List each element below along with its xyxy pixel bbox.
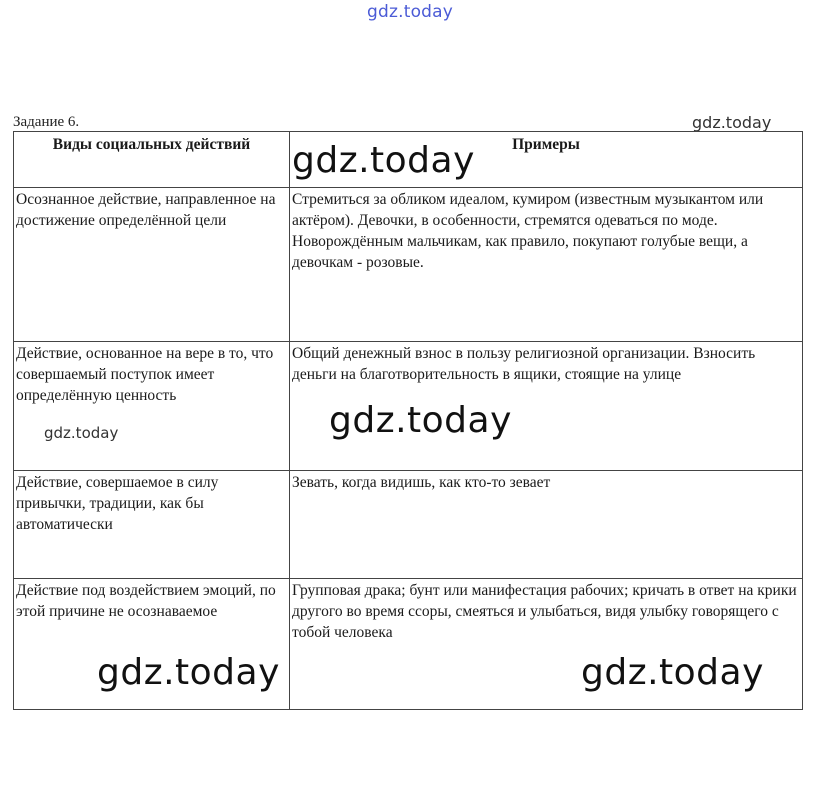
kind-text: Действие, основанное на вере в то, что совершаемый поступок имеет определённую ценность: [16, 345, 274, 404]
column-header-examples: Примеры: [290, 132, 803, 188]
watermark-bottom-right: gdz.today: [581, 652, 764, 693]
kind-text: Осознанное действие, направленное на достижение определённой цели: [16, 191, 276, 229]
example-text: Общий денежный взнос в пользу религиозной организации. Взносить деньги на благотворительность в ящики, стоящие на улице: [292, 345, 756, 383]
kind-cell: [14, 342, 290, 471]
column-header-kinds: Виды социальных действий: [14, 132, 290, 188]
watermark-middle-big: gdz.today: [329, 400, 512, 441]
watermark-header-right: gdz.today: [692, 113, 772, 132]
example-text: Зевать, когда видишь, как кто-то зевает: [292, 474, 551, 491]
watermark-top: gdz.today: [367, 2, 454, 22]
table-row: [14, 188, 803, 342]
kind-text: Действие под воздействием эмоций, по этой причине не осознаваемое: [16, 582, 276, 620]
kind-cell: [14, 471, 290, 579]
example-text: Стремиться за обликом идеалом, кумиром (известным музыкантом или актёром). Девочки, в особенности, стремятся одеваться по моде. Новорождённым мальчикам, как правило, покупают голубые вещи, а девочкам - розовые.: [292, 191, 764, 271]
task-title: Задание 6.: [13, 114, 80, 130]
watermark-middle-small: gdz.today: [44, 424, 119, 442]
kind-text: Действие, совершаемое в силу привычки, традиции, как бы автоматически: [16, 474, 219, 533]
example-cell: [290, 188, 803, 342]
watermark-header-big: gdz.today: [292, 140, 475, 181]
kind-cell: [14, 188, 290, 342]
watermark-bottom-left: gdz.today: [97, 652, 280, 693]
example-cell: [290, 471, 803, 579]
table-row: [14, 471, 803, 579]
example-text: Групповая драка; бунт или манифестация рабочих; кричать в ответ на крики другого во время ссоры, смеяться и улыбаться, видя улыбку говорящего с тобой человека: [292, 582, 797, 641]
